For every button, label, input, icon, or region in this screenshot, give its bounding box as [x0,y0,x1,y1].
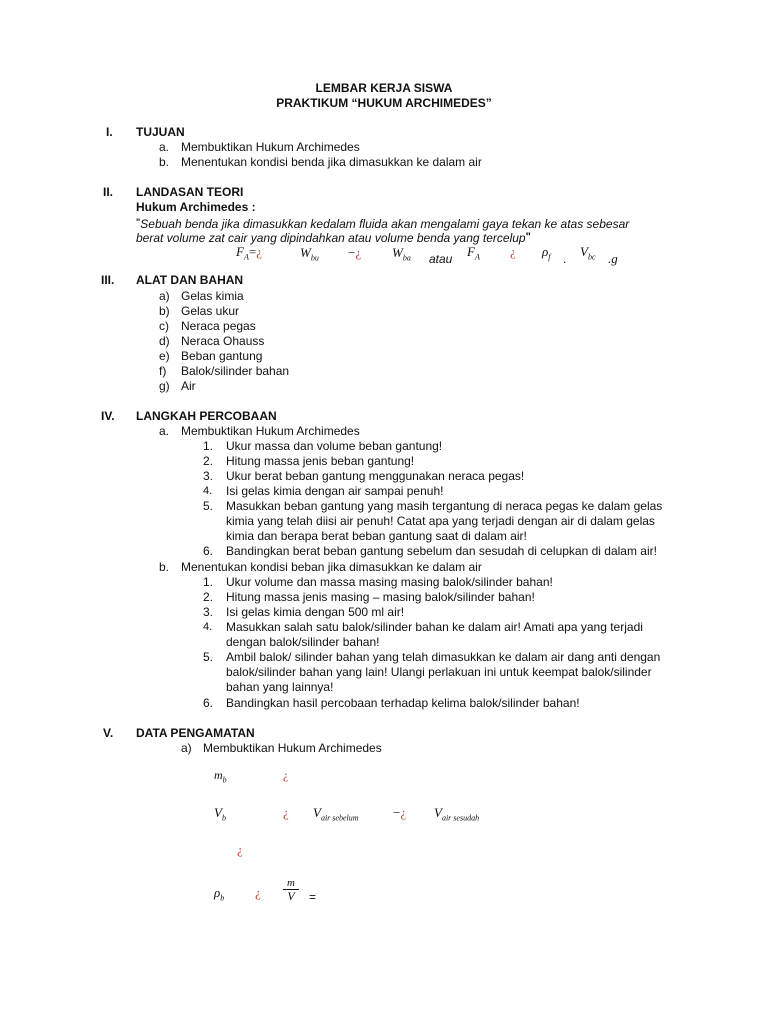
quote-line [136,215,629,231]
step-text: Ukur volume dan massa masing masing balok/silinder bahan! [226,575,553,589]
fraction-denominator: V [283,889,299,903]
eq-v-air-sesudah: $V_{air sesudah}$ [434,805,480,823]
list-marker: a. [159,140,170,154]
step-marker: 2. [203,454,214,468]
step-text: Ukur massa dan volume beban gantung! [226,439,443,453]
step-text: balok/silinder bahan yang lain! Ulangi perlakuan ini untuk keempat balok/silinder [226,665,652,679]
step-text: Masukkan beban gantung yang masih tergantung di neraca pegas ke dalam gelas [226,499,663,513]
formula-minus: −¿ [348,245,362,260]
section-heading: DATA PENGAMATAN [136,726,255,740]
eq-glyph: ¿ [283,805,289,820]
formula-g: .g [608,251,618,266]
list-marker: a. [159,424,170,438]
page-subtitle: PRAKTIKUM “HUKUM ARCHIMEDES” [276,96,492,110]
section-heading: ALAT DAN BAHAN [136,273,244,287]
fraction-numerator: m [287,877,295,889]
eq-equals: = [309,890,317,904]
step-marker: 1. [203,439,214,453]
eq-vb: $V_b$ [214,805,226,823]
list-item: Balok/silinder bahan [181,364,290,378]
list-marker: a) [159,289,170,303]
list-item: Air [181,379,196,393]
list-item: Menentukan kondisi benda jika dimasukkan ke dalam air [181,155,482,169]
list-marker: b. [159,155,170,169]
list-marker: g) [159,379,170,393]
section-number: III. [101,273,115,287]
list-marker: e) [159,349,170,363]
section-number: IV. [101,409,115,423]
list-item: Beban gantung [181,349,263,363]
list-item: Gelas kimia [181,289,244,303]
step-text: Isi gelas kimia dengan air sampai penuh! [226,484,444,498]
eq-glyph: ¿ [237,842,243,857]
list-marker: d) [159,334,170,348]
eq-fraction [283,877,299,903]
formula-fa2: $F_A$ [467,244,480,262]
section-number: V. [103,726,114,740]
step-text: Hitung massa jenis beban gantung! [226,454,415,468]
formula-dot: . [563,252,567,266]
section-heading: TUJUAN [136,125,185,139]
list-item: Membuktikan Hukum Archimedes [181,424,360,438]
step-marker: 5. [203,650,214,664]
step-text: Ukur berat beban gantung menggunakan neraca pegas! [226,469,525,483]
formula-wba: $W_{ba}$ [392,245,411,263]
page-title: LEMBAR KERJA SISWA [315,81,453,95]
quote-text: berat volume zat cair yang dipindahkan atau volume benda yang tercelup [136,231,526,245]
section-heading: LANDASAN TEORI [136,185,244,199]
open-quote: " [136,217,141,227]
step-text: Bandingkan hasil percobaan terhadap kelima balok/silinder bahan! [226,696,580,710]
list-item: Neraca Ohauss [181,334,265,348]
formula-vbc: $V_{bc}$ [580,244,596,262]
step-text: kimia dan berapa berat beban gantung saat di dalam air! [226,529,527,543]
list-marker: b. [159,560,170,574]
step-marker: 3. [203,469,214,483]
step-text: kimia yang telah diisi air penuh! Catat apa yang terjadi dengan air di dalam gelas [226,514,655,528]
eq-glyph: ¿ [255,885,261,900]
section-heading: LANGKAH PERCOBAAN [136,409,277,423]
formula-wbu: $W_{bu}$ [300,245,319,263]
formula-fa: $F_A=¿$ [236,244,262,262]
eq-v-air-sebelum: $V_{air sebelum}$ [313,805,359,823]
step-marker: 2. [203,590,214,604]
list-item: Menentukan kondisi beban jika dimasukkan ke dalam air [181,560,482,574]
formula-glyph: ¿ [510,244,516,259]
formula-atau: atau [429,252,453,266]
section-number: II. [103,185,114,199]
list-marker: a) [181,741,192,755]
quote-text: Sebuah benda jika dimasukkan kedalam fluida akan mengalami gaya tekan ke atas sebesar [140,217,630,231]
step-marker: 6. [203,696,214,710]
step-marker: 3. [203,605,214,619]
subheading: Hukum Archimedes : [136,200,256,214]
step-text: Masukkan salah satu balok/silinder bahan ke dalam air! Amati apa yang terjadi [226,620,643,634]
close-quote: " [525,231,531,243]
list-marker: c) [159,319,169,333]
step-text: dengan balok/silinder bahan! [226,635,380,649]
eq-glyph: ¿ [283,768,289,782]
list-item: Neraca pegas [181,319,256,333]
step-marker: 1. [203,575,214,589]
list-marker: f) [159,364,167,378]
list-item: Membuktikan Hukum Archimedes [203,741,382,755]
step-marker: 5. [203,499,214,513]
list-item: Gelas ukur [181,304,240,318]
list-item: Membuktikan Hukum Archimedes [181,140,360,154]
quote-line [136,230,531,245]
step-text: Ambil balok/ silinder bahan yang telah dimasukkan ke dalam air dang anti dengan [226,650,661,664]
eq-rho-b: $\rho_b$ [214,885,225,903]
eq-minus: −¿ [393,805,407,820]
list-marker: b) [159,304,170,318]
formula-rho: $\rho_f$ [542,244,551,262]
step-text: bahan yang lainnya! [226,680,334,694]
step-text: Bandingkan berat beban gantung sebelum dan sesudah di celupkan di dalam air! [226,544,657,558]
step-text: Hitung massa jenis masing – masing balok/silinder bahan! [226,590,535,604]
eq-mb: $m_b$ [214,768,227,785]
section-number: I. [106,125,113,139]
step-marker: 6. [203,544,214,558]
step-text: Isi gelas kimia dengan 500 ml air! [226,605,405,619]
step-marker: 4. [203,621,213,633]
step-marker: 4. [203,485,213,497]
